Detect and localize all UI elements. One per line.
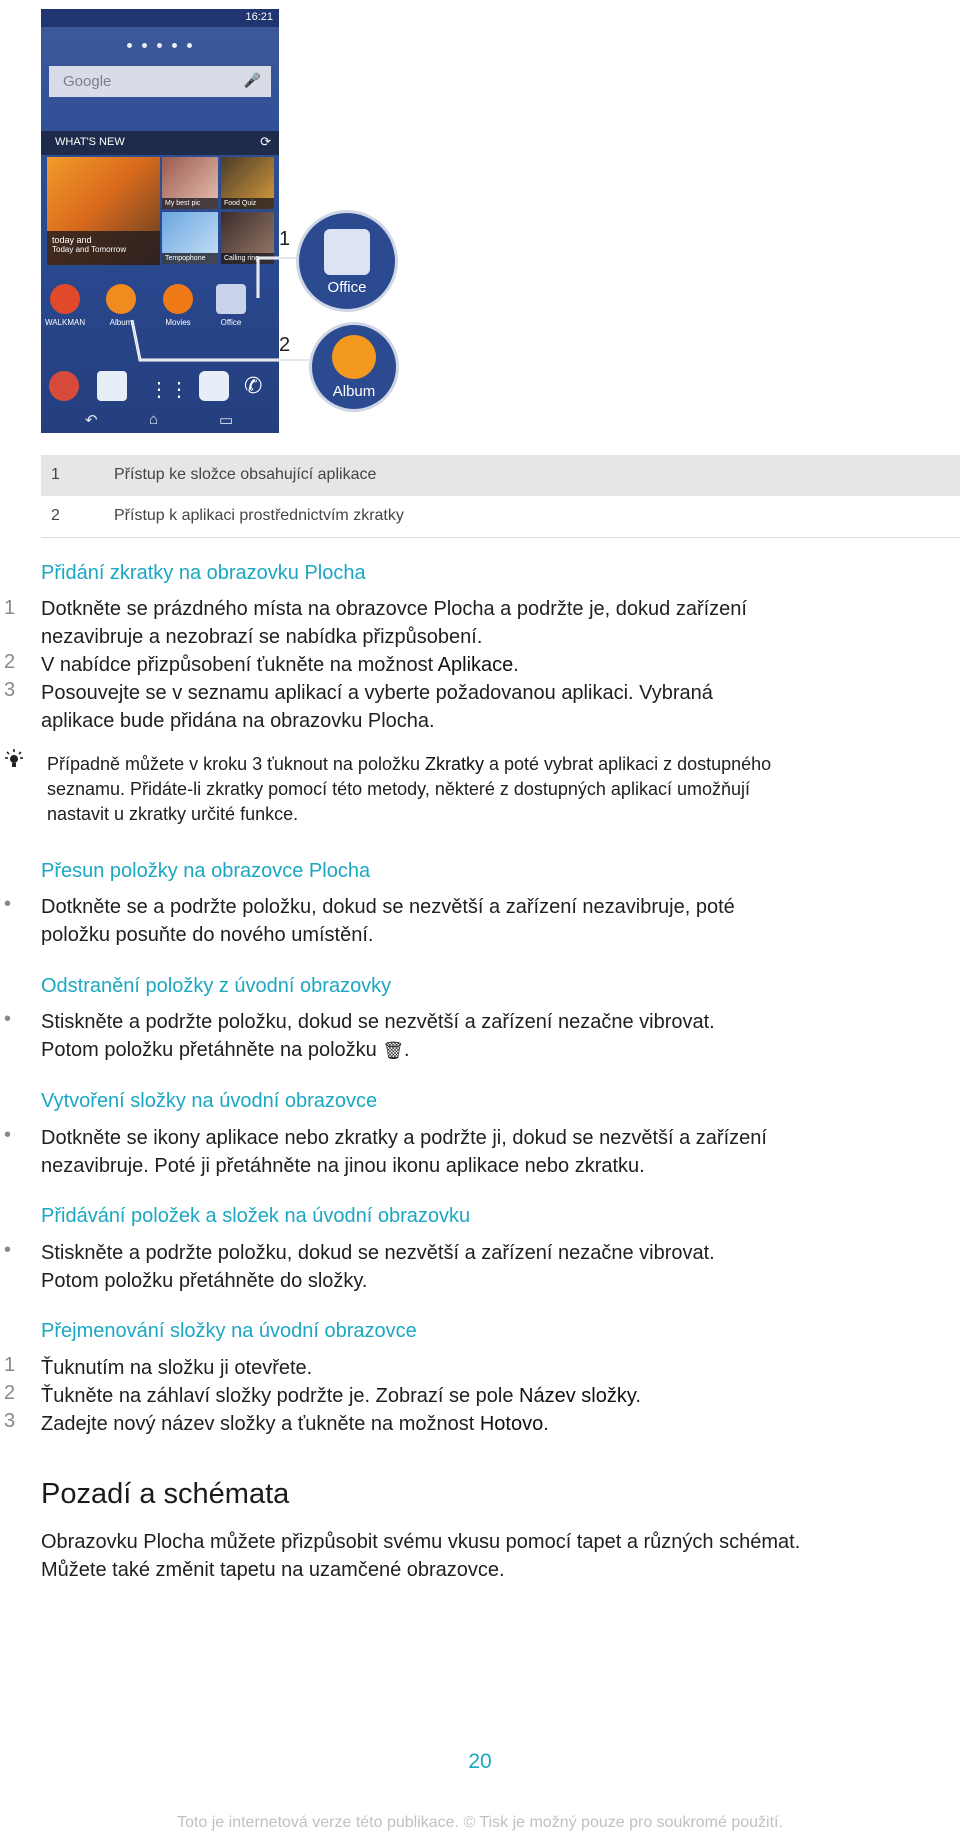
step-text: Dotkněte se prázdného místa na obrazovce Plocha a podržte je, dokud zařízení nezavibruje a nezobrazí se nabídka přizpůsobení. <box>41 598 747 648</box>
bullet: • <box>4 1124 12 1146</box>
section-heading: Přejmenování složky na úvodní obrazovce <box>41 1320 417 1342</box>
step-text: Posouvejte se v seznamu aplikací a vyberte požadovanou aplikaci. Vybraná aplikace bude přidána na obrazovku Plocha. <box>41 682 713 732</box>
tile-caption: Tempophone <box>162 253 218 264</box>
office-folder-icon <box>324 229 370 275</box>
tile-subtitle: Today and Tomorrow <box>52 245 127 254</box>
app-label: Movies <box>165 318 191 327</box>
step-text: Ťukněte na záhlaví složky podržte je. Zobrazí se pole Název složky. <box>41 1385 641 1407</box>
back-icon: ↶ <box>85 412 98 429</box>
status-time: 16:21 <box>245 11 273 23</box>
section-heading: Přesun položky na obrazovce Plocha <box>41 860 371 882</box>
apps-grid-icon: ⋮⋮ <box>149 379 189 401</box>
refresh-icon: ⟳ <box>260 134 271 149</box>
tile-caption: Calling ring <box>221 253 274 264</box>
app-label: WALKMAN <box>45 318 86 327</box>
app-label: Office <box>220 318 242 327</box>
page-number: 20 <box>468 1750 492 1773</box>
office-label: Office <box>327 279 367 296</box>
legend-row <box>41 496 960 538</box>
step-number: 1 <box>4 597 16 619</box>
legend-row <box>41 455 960 496</box>
album-callout <box>309 322 399 412</box>
footer-note: Toto je internetová verze této publikace. © Tisk je možný pouze pro soukromé použití. <box>177 1814 783 1831</box>
bullet: • <box>4 1008 12 1030</box>
tip-lightbulb-icon <box>2 748 26 772</box>
step-text: V nabídce přizpůsobení ťukněte na možnost Aplikace. <box>41 654 519 676</box>
callout-number-1: 1 <box>279 228 291 250</box>
step-number: 3 <box>4 679 16 701</box>
legend-text: Přístup ke složce obsahující aplikace <box>114 466 377 483</box>
home-icon: ⌂ <box>149 411 159 428</box>
tile-title: today and <box>52 235 92 245</box>
app-label: Album <box>109 318 133 327</box>
section-heading: Přidání zkratky na obrazovku Plocha <box>41 562 366 584</box>
recent-apps-icon: ▭ <box>219 412 234 429</box>
phone-icon: ✆ <box>244 373 263 398</box>
bullet-text: Dotkněte se a podržte položku, dokud se nezvětší a zařízení nezavibruje, poté položku posuňte do nového umístění. <box>41 896 735 946</box>
step-number: 2 <box>4 1382 16 1404</box>
album-icon <box>332 335 376 379</box>
callout-number-2: 2 <box>279 334 291 356</box>
legend-text: Přístup k aplikaci prostřednictvím zkratky <box>114 507 404 524</box>
legend-number: 1 <box>51 466 60 483</box>
bullet-text: Stiskněte a podržte položku, dokud se nezvětší a zařízení nezačne vibrovat. Potom položku přetáhněte do složky. <box>41 1242 715 1292</box>
legend-number: 2 <box>51 507 60 524</box>
paragraph: Obrazovku Plocha můžete přizpůsobit svému vkusu pomocí tapet a různých schémat. Můžete také změnit tapetu na uzamčené obrazovce. <box>41 1531 801 1581</box>
step-number: 2 <box>4 651 16 673</box>
section-heading: Odstranění položky z úvodní obrazovky <box>41 975 392 997</box>
tile-caption: My best pic <box>162 198 218 209</box>
step-text: Ťuknutím na složku ji otevřete. <box>41 1357 313 1379</box>
step-text: Zadejte nový název složky a ťukněte na možnost Hotovo. <box>41 1413 549 1435</box>
microphone-icon: 🎤 <box>243 72 261 88</box>
bullet: • <box>4 1239 12 1261</box>
step-number: 1 <box>4 1354 16 1376</box>
bullet-text: Stiskněte a podržte položku, dokud se nezvětší a zařízení nezačne vibrovat. Potom položku přetáhněte na položku 🗑. <box>41 1011 715 1061</box>
google-search-label: Google <box>63 73 112 90</box>
section-heading: Přidávání položek a složek na úvodní obrazovku <box>41 1205 471 1227</box>
whats-new-label: WHAT'S NEW <box>55 136 125 148</box>
section-heading: Vytvoření složky na úvodní obrazovce <box>41 1090 378 1112</box>
step-number: 3 <box>4 1410 16 1432</box>
chapter-heading: Pozadí a schémata <box>41 1478 290 1510</box>
bullet: • <box>4 893 12 915</box>
trash-icon: 🗑 <box>382 1041 404 1060</box>
tip-note: Případně můžete v kroku 3 ťuknout na položku Zkratky a poté vybrat aplikaci z dostupného seznamu. Přidáte-li zkratky pomocí této metody, některé z dostupných aplikací umožňují nastavit u zkratky určité funkce. <box>47 754 772 824</box>
album-label: Album <box>332 383 376 400</box>
office-folder-callout <box>296 210 398 312</box>
bullet-text: Dotkněte se ikony aplikace nebo zkratky a podržte ji, dokud se nezvětší a zařízení nezavibruje. Poté ji přetáhněte na jinou ikonu aplikace nebo zkratku. <box>41 1127 767 1177</box>
tile-caption: Food Quiz <box>221 198 274 209</box>
